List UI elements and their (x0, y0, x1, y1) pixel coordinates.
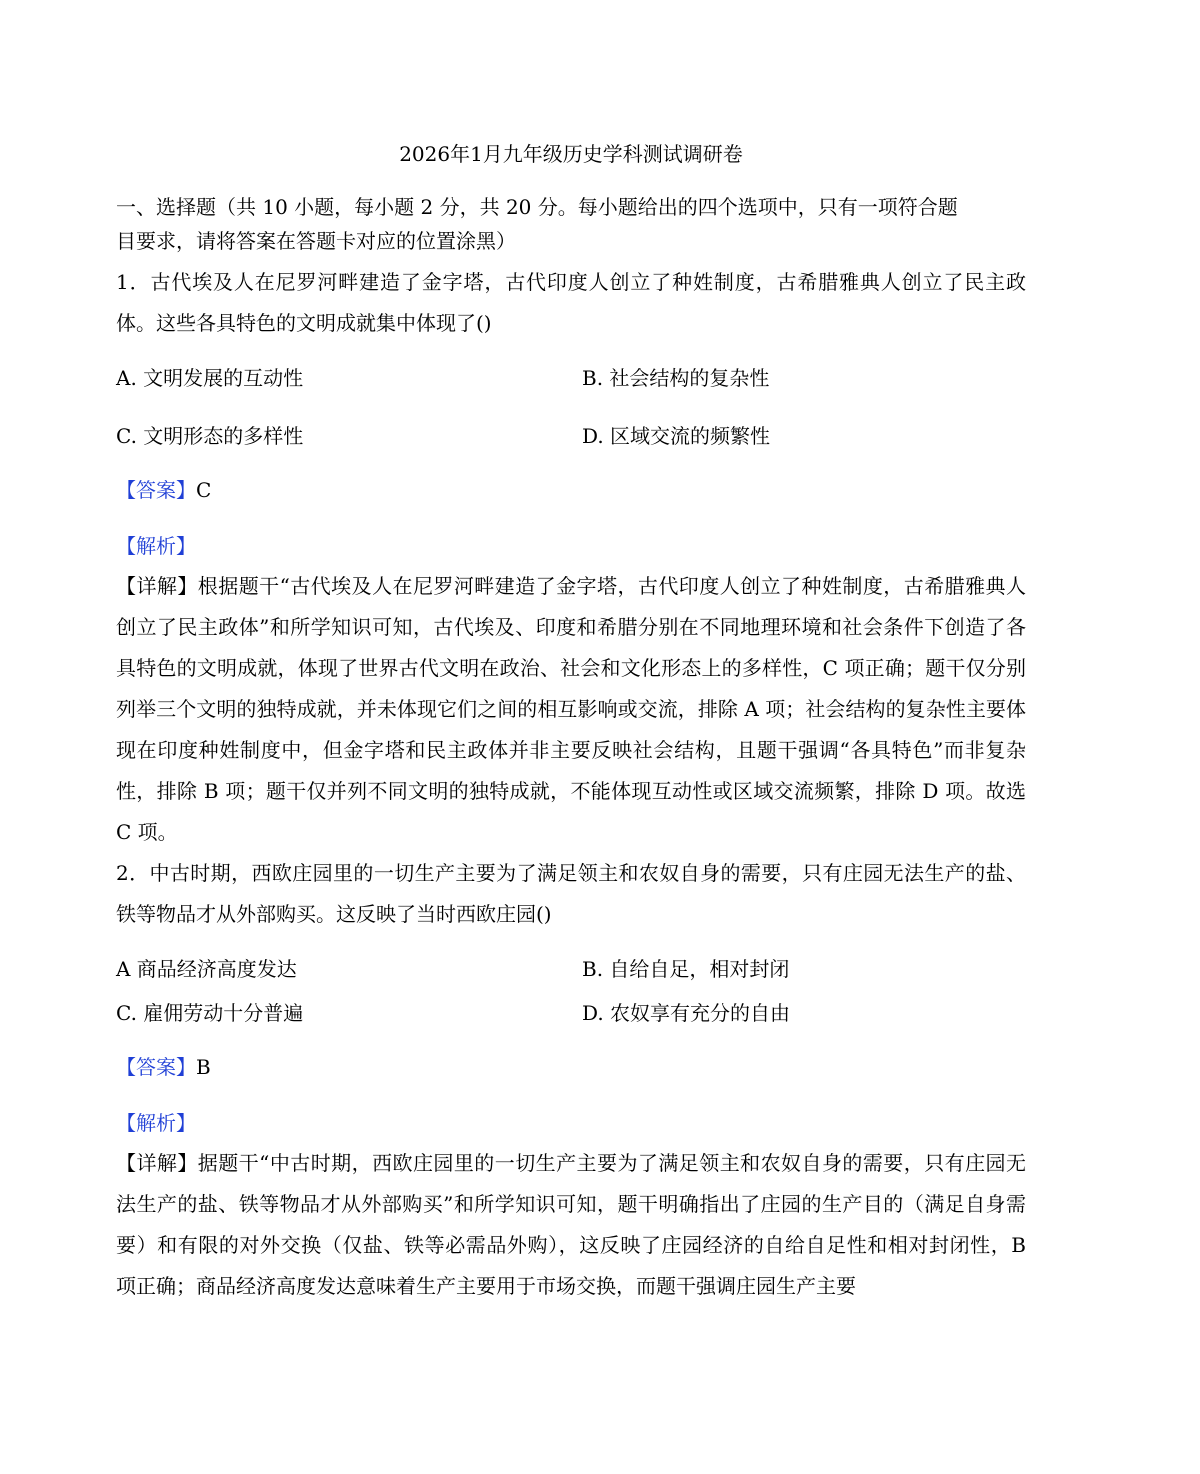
detail-tag: 【详解】 (116, 1151, 198, 1175)
options-grid (116, 358, 1026, 456)
option-c: C. 雇佣劳动十分普遍 (116, 1001, 304, 1025)
question-2 (116, 853, 1026, 1307)
detail-paragraph (116, 1143, 1026, 1307)
answer-line (116, 470, 1026, 510)
option-b: B. 自给自足，相对封闭 (582, 957, 790, 981)
question-1 (116, 262, 1026, 853)
analysis-tag: 【解析】 (116, 534, 196, 558)
section-heading (116, 190, 1026, 258)
answer-value: C (196, 478, 212, 502)
analysis-tag-line (116, 1103, 1026, 1143)
question-stem: 2．中古时期，西欧庄园里的一切生产主要为了满足领主和农奴自身的需要，只有庄园无法生产的盐、铁等物品才从外部购买。这反映了当时西欧庄园() (116, 861, 1026, 926)
detail-text: 据题干“中古时期，西欧庄园里的一切生产主要为了满足领主和农奴自身的需要，只有庄园无法生产的盐、铁等物品才从外部购买”和所学知识可知，题干明确指出了庄园的生产目的（满足自身需要）和有限的对外交换（仅盐、铁等必需品外购），这反映了庄园经济的自给自足性和相对封闭性，B 项正确；商品经济高度发达意味着生产主要用于市场交换，而题干强调庄园生产主要 (116, 1151, 1026, 1298)
page-title: 2026年1月九年级历史学科测试调研卷 (399, 142, 743, 166)
answer-tag: 【答案】 (116, 1055, 196, 1079)
option-a: A. 文明发展的互动性 (116, 366, 304, 390)
option-d: D. 区域交流的频繁性 (582, 424, 771, 448)
options-grid (116, 949, 1026, 1033)
option-c: C. 文明形态的多样性 (116, 424, 304, 448)
answer-line (116, 1047, 1026, 1087)
section-heading-line-1: 一、选择题（共 10 小题，每小题 2 分，共 20 分。每小题给出的四个选项中，只有一项符合题 (116, 195, 958, 219)
option-d: D. 农奴享有充分的自由 (582, 1001, 791, 1025)
detail-paragraph (116, 566, 1026, 853)
detail-text: 根据题干“古代埃及人在尼罗河畔建造了金字塔，古代印度人创立了种姓制度，古希腊雅典人创立了民主政体”和所学知识可知，古代埃及、印度和希腊分别在不同地理环境和社会条件下创造了各具特色的文明成就，体现了世界古代文明在政治、社会和文化形态上的多样性，C 项正确；题干仅分别列举三个文明的独特成就，并未体现它们之间的相互影响或交流，排除 A 项；社会结构的复杂性主要体现在印度种姓制度中，但金字塔和民主政体并非主要反映社会结构，且题干强调“各具特色”而非复杂性，排除 B 项；题干仅并列不同文明的独特成就，不能体现互动性或区域交流频繁，排除 D 项。故选 C 项。 (116, 574, 1026, 844)
detail-tag: 【详解】 (116, 574, 198, 598)
section-heading-line-2: 目要求，请将答案在答题卡对应的位置涂黑） (116, 229, 516, 253)
option-b: B. 社会结构的复杂性 (582, 366, 770, 390)
answer-value: B (196, 1055, 211, 1079)
answer-tag: 【答案】 (116, 478, 196, 502)
option-a: A 商品经济高度发达 (116, 957, 297, 981)
analysis-tag: 【解析】 (116, 1111, 196, 1135)
exam-page (116, 140, 1026, 1307)
question-stem: 1．古代埃及人在尼罗河畔建造了金字塔，古代印度人创立了种姓制度，古希腊雅典人创立了民主政体。这些各具特色的文明成就集中体现了() (116, 270, 1026, 335)
analysis-tag-line (116, 526, 1026, 566)
